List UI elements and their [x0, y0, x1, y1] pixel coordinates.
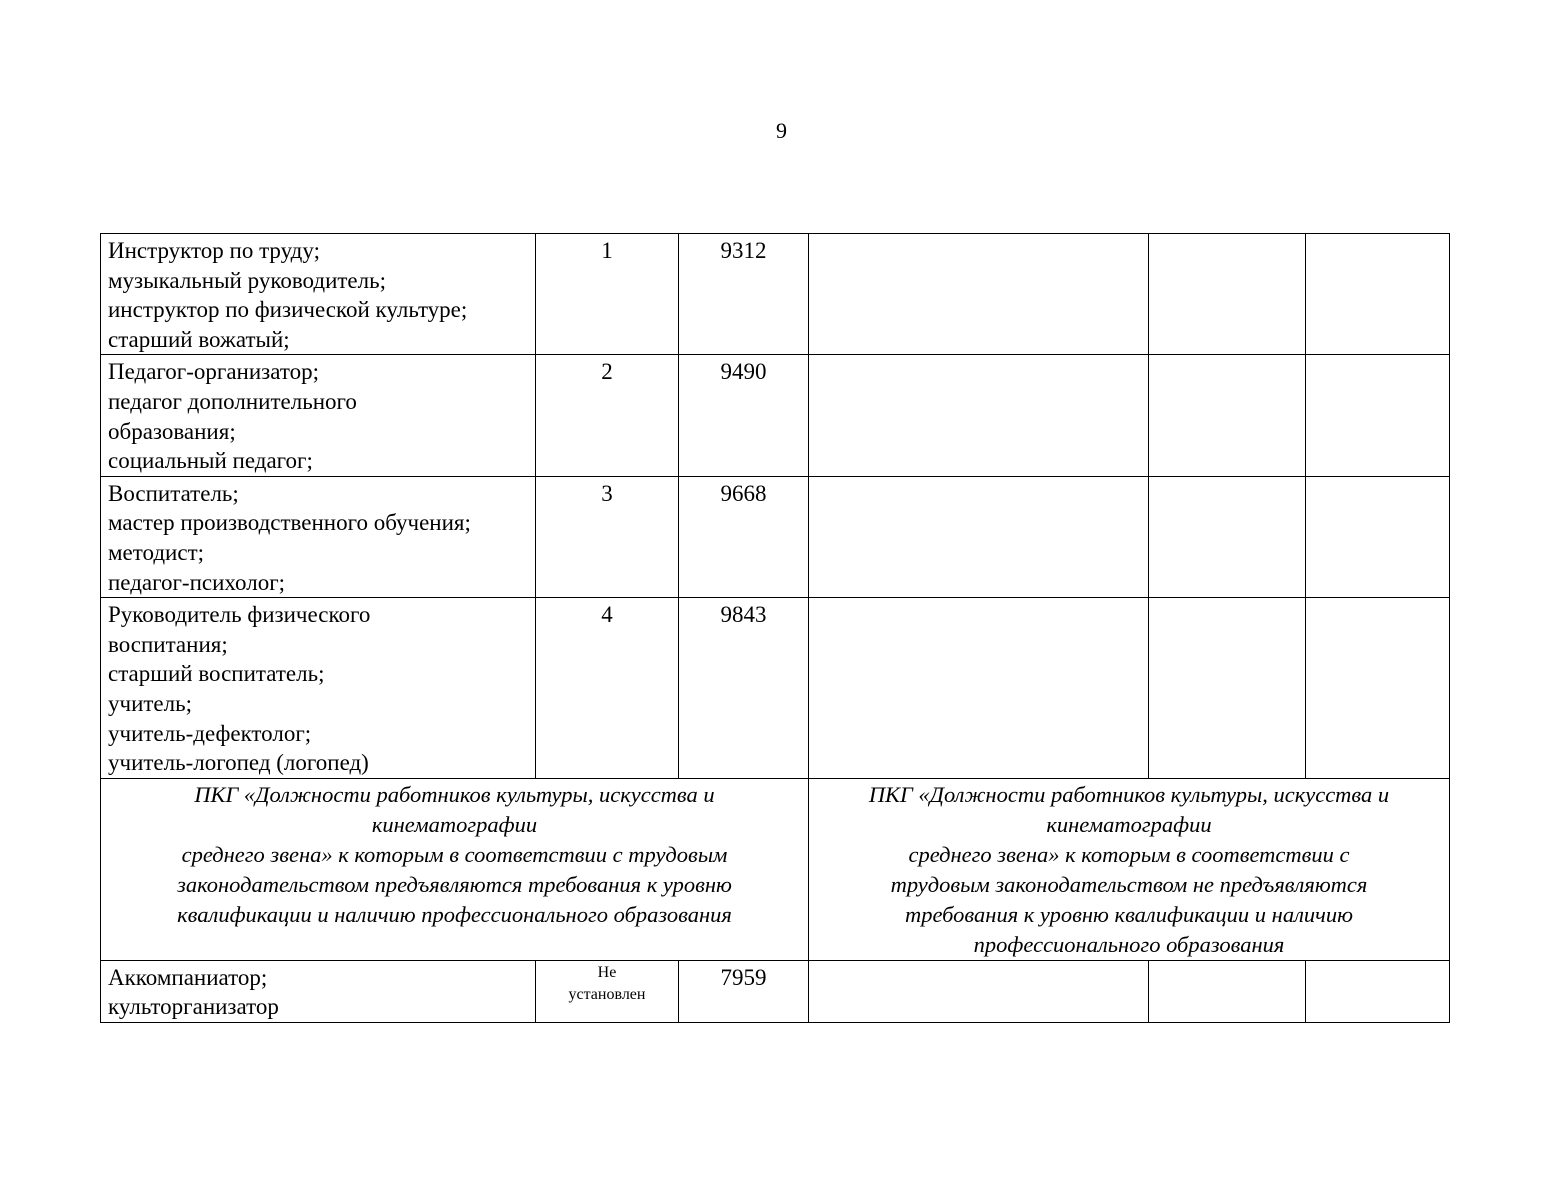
group-header-text: ПКГ «Должности работников культуры, искусства и	[194, 781, 715, 807]
empty-cell	[1149, 598, 1306, 779]
group-header-left	[101, 778, 809, 960]
group-header-text: среднего звена» к которым в соответствии с	[908, 841, 1350, 867]
positions-cell	[101, 960, 536, 1022]
level-text: установлен	[568, 985, 646, 1003]
positions-cell	[101, 598, 536, 779]
salary-cell: 9843	[679, 598, 809, 779]
empty-cell	[1149, 476, 1306, 597]
qualification-level-cell: 3	[536, 476, 679, 597]
position-text: Руководитель физического	[108, 602, 371, 628]
group-header-text: требования к уровню квалификации и наличию	[904, 901, 1354, 927]
position-text: образования;	[108, 418, 236, 444]
group-header-text: кинематографии	[1046, 811, 1212, 837]
position-text: культорганизатор	[108, 994, 279, 1020]
position-text: социальный педагог;	[108, 448, 313, 474]
salary-table	[100, 233, 1449, 1023]
qualification-level-cell: 1	[536, 234, 679, 355]
page-number: 9	[776, 118, 787, 143]
group-header-text: профессионального образования	[973, 931, 1285, 957]
position-text: мастер производственного обучения;	[108, 510, 471, 536]
position-text: педагог-психолог;	[108, 569, 286, 595]
group-header-text: квалификации и наличию профессионального образования	[177, 901, 732, 927]
table-row	[101, 960, 1450, 1022]
empty-cell	[1306, 598, 1450, 779]
table-row	[101, 476, 1450, 597]
empty-cell	[809, 960, 1149, 1022]
salary-cell: 9490	[679, 355, 809, 476]
position-text: воспитания;	[108, 631, 228, 657]
position-text: методист;	[108, 539, 205, 565]
qualification-level-cell	[536, 960, 679, 1022]
empty-cell	[1306, 234, 1450, 355]
position-text: инструктор по физической культуре;	[108, 297, 468, 323]
empty-cell	[1149, 234, 1306, 355]
qualification-level-cell: 2	[536, 355, 679, 476]
salary-cell: 7959	[679, 960, 809, 1022]
group-header-row	[101, 778, 1450, 960]
group-header-right	[809, 778, 1450, 960]
empty-cell	[809, 234, 1149, 355]
position-text: старший воспитатель;	[108, 661, 325, 687]
table-row	[101, 355, 1450, 476]
group-header-text: ПКГ «Должности работников культуры, искусства и	[868, 781, 1390, 807]
empty-cell	[1306, 960, 1450, 1022]
position-text: педагог дополнительного	[108, 388, 357, 414]
position-text: музыкальный руководитель;	[108, 267, 386, 293]
group-header-text: законодательством предъявляются требования к уровню	[177, 871, 732, 897]
group-header-text: кинематографии	[371, 811, 538, 837]
group-header-text: среднего звена» к которым в соответствии с трудовым	[181, 841, 728, 867]
level-text: Не	[597, 963, 617, 981]
table-row	[101, 598, 1450, 779]
position-text: Педагог-организатор;	[108, 359, 319, 385]
positions-cell	[101, 355, 536, 476]
empty-cell	[1149, 960, 1306, 1022]
position-text: учитель-дефектолог;	[108, 720, 312, 746]
position-text: учитель;	[108, 690, 192, 716]
position-text: Воспитатель;	[108, 480, 239, 506]
empty-cell	[809, 476, 1149, 597]
empty-cell	[1306, 476, 1450, 597]
table-row	[101, 234, 1450, 355]
salary-cell: 9312	[679, 234, 809, 355]
position-text: учитель-логопед (логопед)	[108, 750, 369, 776]
position-text: Инструктор по труду;	[108, 238, 320, 263]
qualification-level-cell: 4	[536, 598, 679, 779]
empty-cell	[1306, 355, 1450, 476]
empty-cell	[1149, 355, 1306, 476]
positions-cell	[101, 234, 536, 355]
position-text: Аккомпаниатор;	[108, 964, 268, 990]
position-text: старший вожатый;	[108, 326, 290, 352]
salary-cell: 9668	[679, 476, 809, 597]
empty-cell	[809, 598, 1149, 779]
group-header-text: трудовым законодательством не предъявляются	[890, 871, 1368, 897]
positions-cell	[101, 476, 536, 597]
empty-cell	[809, 355, 1149, 476]
